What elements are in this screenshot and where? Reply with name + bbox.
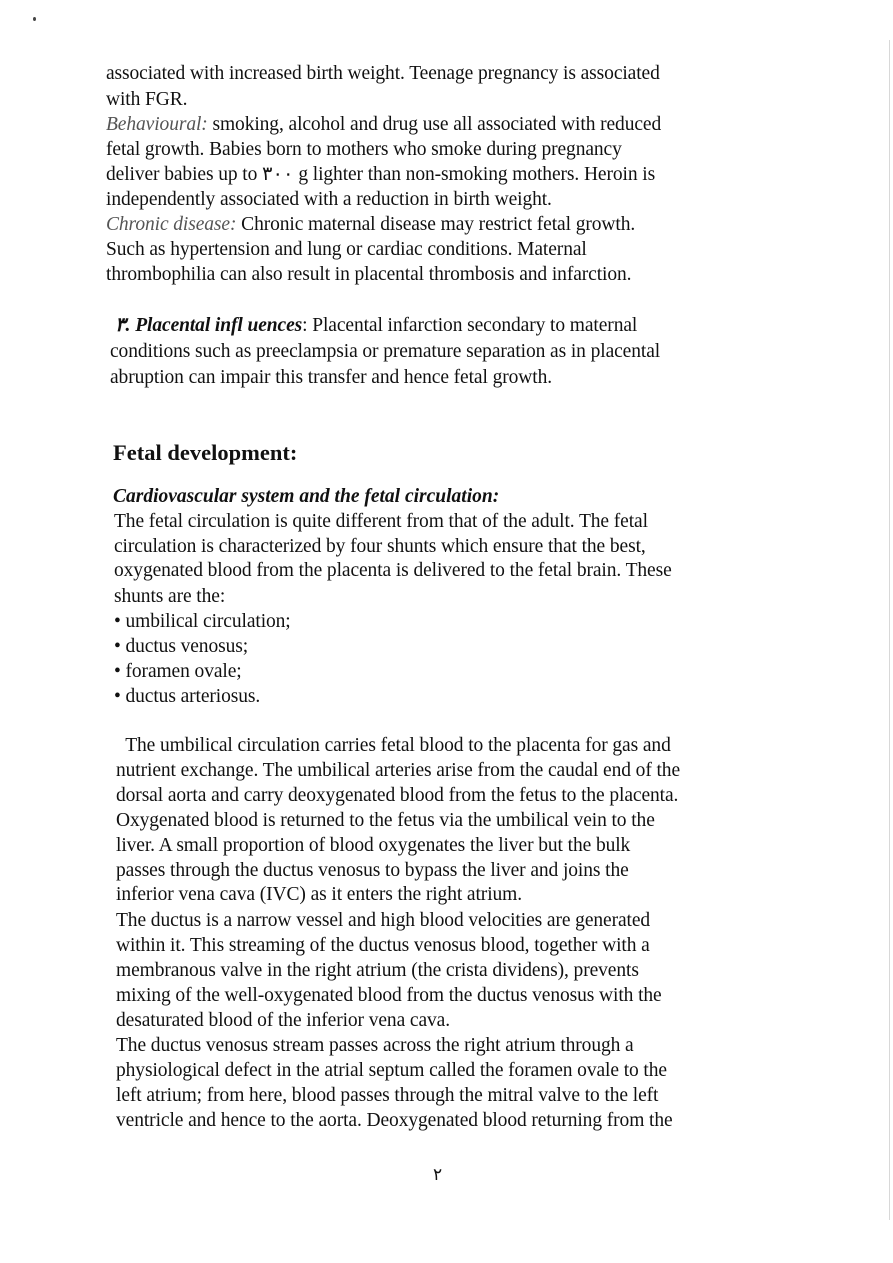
text-line: membranous valve in the right atrium (the crista dividens), prevents [116, 960, 639, 981]
text-line: nutrient exchange. The umbilical arteries arise from the caudal end of the [116, 760, 681, 781]
text-line: The umbilical circulation carries fetal blood to the placenta for gas and [116, 735, 671, 756]
text-line: : Placental infarction secondary to maternal [302, 315, 638, 336]
placental-line [115, 314, 637, 338]
text-line: ventricle and hence to the aorta. Deoxygenated blood returning from the [116, 1110, 673, 1131]
scan-speck [33, 17, 36, 21]
text-line: mixing of the well-oxygenated blood from the ductus venosus with the [116, 985, 662, 1006]
text-line: fetal growth. Babies born to mothers who smoke during pregnancy [106, 139, 622, 160]
behavioural-label: Behavioural: [106, 114, 208, 135]
section-heading: Fetal development: [113, 440, 298, 465]
text-line: Oxygenated blood is returned to the fetus via the umbilical vein to the [116, 810, 655, 831]
page-number: ٢ [433, 1165, 443, 1184]
text-line: The ductus venosus stream passes across the right atrium through a [116, 1035, 634, 1056]
text-line: The fetal circulation is quite different from that of the adult. The fetal [114, 511, 648, 532]
text-line: Such as hypertension and lung or cardiac conditions. Maternal [106, 239, 587, 260]
text-line: thrombophilia can also result in placental thrombosis and infarction. [106, 264, 632, 285]
text-line: physiological defect in the atrial septum called the foramen ovale to the [116, 1060, 667, 1081]
text-line: smoking, alcohol and drug use all associated with reduced [212, 114, 662, 135]
bullet-item: • foramen ovale; [114, 661, 242, 682]
text-line: conditions such as preeclampsia or premature separation as in placental [110, 341, 661, 362]
text-line: shunts are the: [114, 586, 226, 607]
text-line: circulation is characterized by four shunts which ensure that the best, [114, 536, 646, 557]
chronic-label: Chronic disease: [106, 214, 237, 235]
text-line: liver. A small proportion of blood oxygenates the liver but the bulk [116, 835, 631, 856]
bullet-item: • ductus venosus; [114, 636, 249, 657]
bullet-item: • ductus arteriosus. [114, 686, 261, 707]
text-line: left atrium; from here, blood passes through the mitral valve to the left [116, 1085, 659, 1106]
text-line: associated with increased birth weight. Teenage pregnancy is associated [106, 63, 660, 84]
text-line: independently associated with a reduction in birth weight. [106, 189, 552, 210]
behavioural-line [106, 113, 661, 137]
text-line: The ductus is a narrow vessel and high blood velocities are generated [116, 910, 651, 931]
bullet-item: • umbilical circulation; [114, 611, 291, 632]
text-line: within it. This streaming of the ductus venosus blood, together with a [116, 935, 650, 956]
text-line: Chronic maternal disease may restrict fetal growth. [241, 214, 636, 235]
text-line: desaturated blood of the inferior vena cava. [116, 1010, 450, 1031]
text-line: passes through the ductus venosus to bypass the liver and joins the [116, 860, 629, 881]
text-line: abruption can impair this transfer and hence fetal growth. [110, 367, 552, 388]
subsection-heading: Cardiovascular system and the fetal circulation: [113, 486, 500, 507]
placental-label: ٣. Placental infl uences [115, 315, 303, 336]
text-line: dorsal aorta and carry deoxygenated blood from the fetus to the placenta. [116, 785, 679, 806]
text-line: oxygenated blood from the placenta is delivered to the fetal brain. These [114, 560, 672, 581]
text-line: inferior vena cava (IVC) as it enters the right atrium. [116, 884, 523, 905]
text-line: deliver babies up to ٣٠٠ g lighter than non-smoking mothers. Heroin is [106, 164, 656, 185]
text-line: with FGR. [106, 89, 188, 110]
chronic-line [106, 213, 635, 237]
scan-edge-line [889, 40, 890, 1220]
